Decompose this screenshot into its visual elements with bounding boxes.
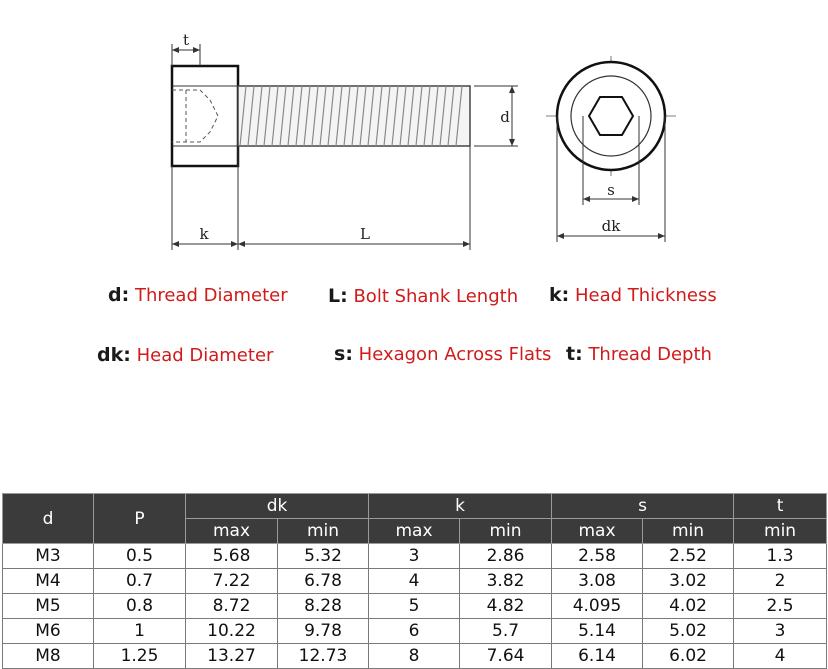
table-cell: 3.82 — [460, 569, 552, 594]
table-row — [3, 569, 827, 594]
header-s-min: min — [643, 519, 734, 544]
legend-desc: Hexagon Across Flats — [358, 344, 552, 365]
table-cell: 8.28 — [278, 594, 369, 619]
table-cell: 13.27 — [186, 644, 278, 669]
table-cell: 5 — [369, 594, 460, 619]
legend-key: k — [549, 284, 562, 306]
dimension-t — [172, 31, 200, 66]
legend-desc: Thread Depth — [588, 344, 712, 365]
dimension-label-s: s — [607, 181, 615, 199]
table-cell: 12.73 — [278, 644, 369, 669]
table-cell: 4.095 — [552, 594, 643, 619]
table-cell: 7.64 — [460, 644, 552, 669]
table-cell: 2.52 — [643, 544, 734, 569]
legend-separator: : — [345, 343, 353, 365]
legend-key: s — [334, 343, 346, 365]
table-cell: 2.5 — [734, 594, 827, 619]
table-row — [3, 544, 827, 569]
header-P: P — [94, 494, 186, 544]
legend-item-t — [566, 343, 712, 365]
legend-key: dk — [97, 344, 124, 366]
header-dk-min: min — [278, 519, 369, 544]
legend-item-k — [549, 284, 717, 306]
table-cell: M8 — [3, 644, 94, 669]
spec-table — [2, 493, 827, 669]
table-cell: 5.7 — [460, 619, 552, 644]
table-cell: 3.02 — [643, 569, 734, 594]
table-cell: 6 — [369, 619, 460, 644]
legend-desc: Head Diameter — [136, 345, 274, 366]
header-k: k — [369, 494, 552, 519]
table-cell: 2 — [734, 569, 827, 594]
header-k-max: max — [369, 519, 460, 544]
table-cell: 2.86 — [460, 544, 552, 569]
table-cell: 8 — [369, 644, 460, 669]
table-cell: 4.02 — [643, 594, 734, 619]
table-cell: M4 — [3, 569, 94, 594]
table-row — [3, 644, 827, 669]
header-k-min: min — [460, 519, 552, 544]
legend-item-L — [328, 285, 518, 307]
bolt-head-end-view — [546, 56, 676, 176]
table-cell: 5.02 — [643, 619, 734, 644]
header-s-max: max — [552, 519, 643, 544]
table-cell: 9.78 — [278, 619, 369, 644]
table-cell: M3 — [3, 544, 94, 569]
table-cell: 0.8 — [94, 594, 186, 619]
legend-separator: : — [575, 343, 583, 365]
table-cell: 8.72 — [186, 594, 278, 619]
legend-separator: : — [121, 284, 130, 306]
table-cell: 2.58 — [552, 544, 643, 569]
table-cell: 3.08 — [552, 569, 643, 594]
table-cell: 4 — [369, 569, 460, 594]
legend-key: d — [108, 284, 122, 306]
table-cell: 4.82 — [460, 594, 552, 619]
header-t: t — [734, 494, 827, 519]
table-cell: 0.7 — [94, 569, 186, 594]
legend-separator: : — [123, 344, 131, 366]
dimension-d — [474, 86, 518, 146]
dimension-L — [238, 146, 470, 250]
table-cell: M5 — [3, 594, 94, 619]
table-cell: 1.3 — [734, 544, 827, 569]
legend-item-dk — [97, 344, 273, 366]
legend-separator: : — [561, 284, 570, 306]
dimension-label-k: k — [199, 225, 209, 243]
dimension-label-t: t — [182, 31, 190, 49]
table-cell: 6.78 — [278, 569, 369, 594]
bolt-dimension-drawing — [0, 0, 828, 260]
table-cell: 3 — [369, 544, 460, 569]
legend-separator: : — [340, 285, 348, 307]
table-cell: M6 — [3, 619, 94, 644]
legend-key: t — [566, 343, 576, 365]
table-cell: 0.5 — [94, 544, 186, 569]
dimension-label-dk: dk — [601, 217, 621, 235]
threaded-shank — [238, 86, 470, 146]
legend-key: L — [328, 285, 341, 307]
legend-item-d — [108, 284, 288, 306]
table-cell: 1 — [94, 619, 186, 644]
header-dk: dk — [186, 494, 369, 519]
header-t-min: min — [734, 519, 827, 544]
table-cell: 3 — [734, 619, 827, 644]
table-cell: 5.68 — [186, 544, 278, 569]
header-dk-max: max — [186, 519, 278, 544]
table-cell: 5.14 — [552, 619, 643, 644]
header-s: s — [552, 494, 734, 519]
legend-desc: Head Thickness — [574, 285, 717, 306]
legend-desc: Bolt Shank Length — [353, 286, 519, 307]
table-row — [3, 619, 827, 644]
table-row — [3, 594, 827, 619]
legend-desc: Thread Diameter — [134, 285, 288, 306]
table-cell: 1.25 — [94, 644, 186, 669]
table-cell: 7.22 — [186, 569, 278, 594]
table-cell: 6.02 — [643, 644, 734, 669]
header-d: d — [3, 494, 94, 544]
spec-table-body — [3, 544, 827, 669]
table-cell: 6.14 — [552, 644, 643, 669]
legend-item-s — [334, 343, 551, 365]
table-cell: 4 — [734, 644, 827, 669]
table-cell: 5.32 — [278, 544, 369, 569]
bolt-head-side-view — [172, 66, 238, 166]
table-cell: 10.22 — [186, 619, 278, 644]
dimension-label-d: d — [500, 108, 510, 126]
dimension-label-L: L — [360, 225, 370, 243]
header-row-1 — [3, 494, 827, 519]
